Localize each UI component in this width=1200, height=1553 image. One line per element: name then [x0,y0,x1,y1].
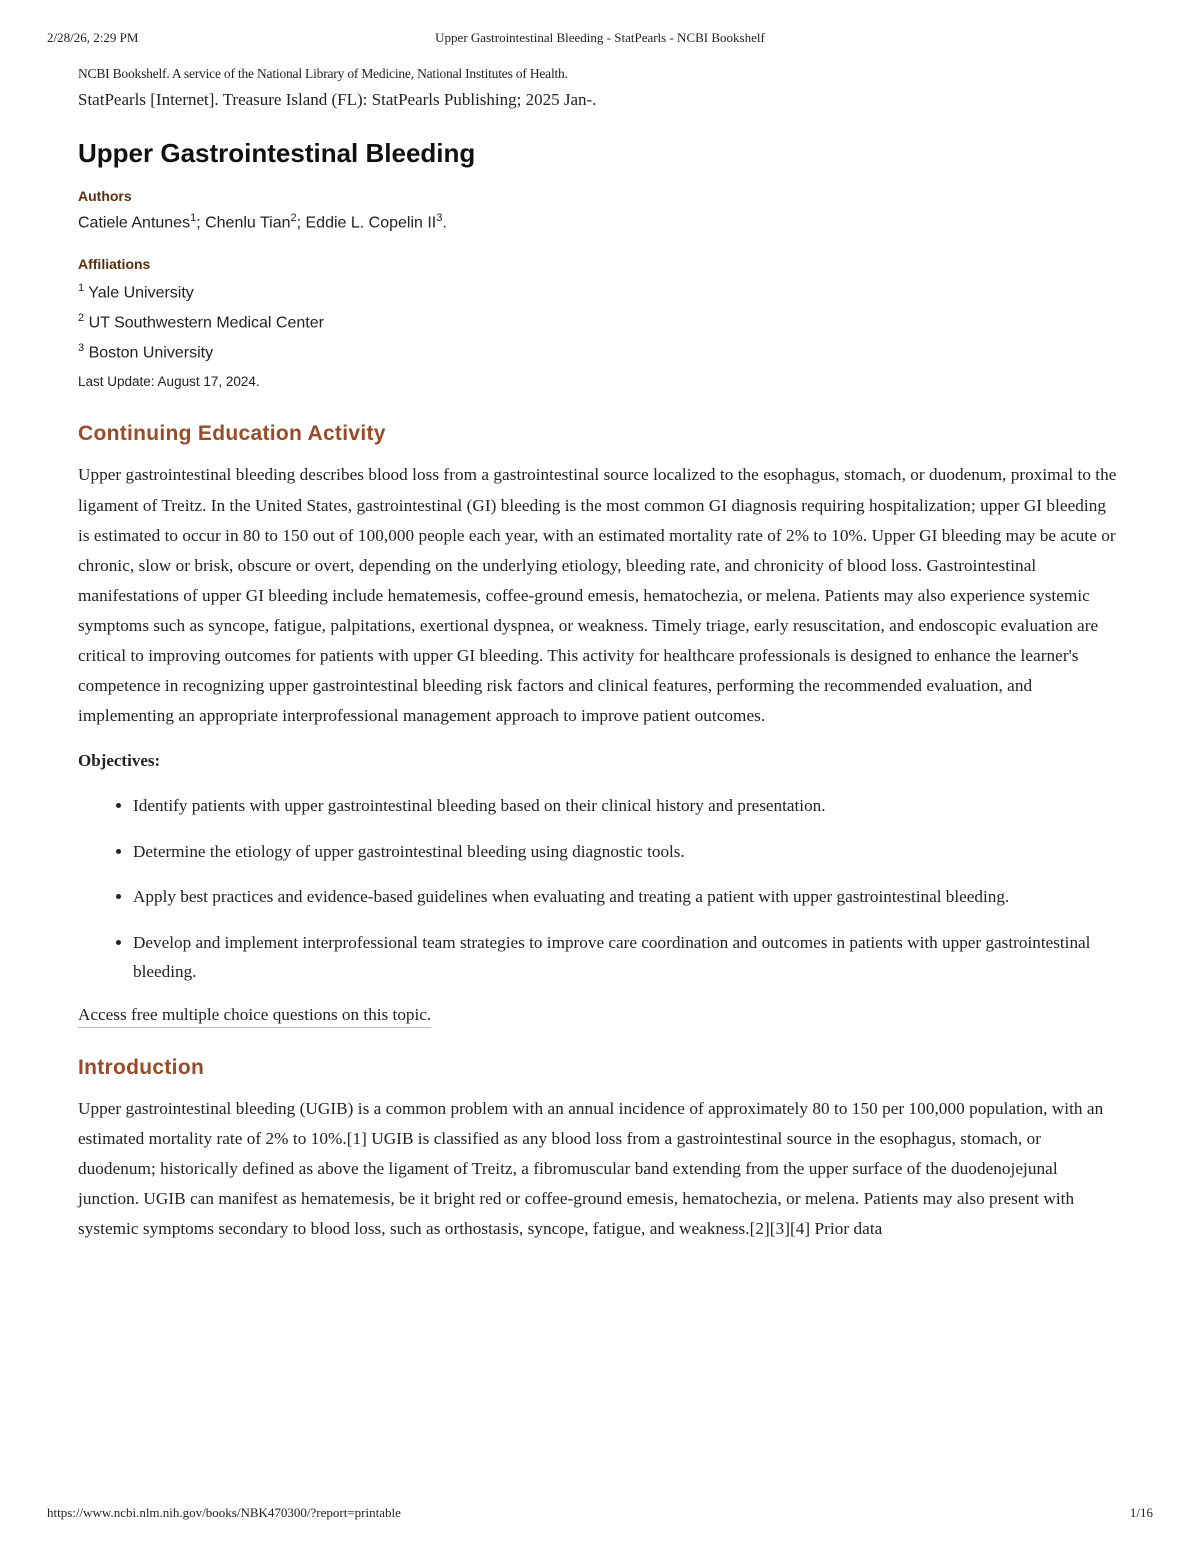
authors-label: Authors [78,188,132,204]
affiliation-number: 3 [78,341,85,354]
print-date: 2/28/26, 2:29 PM [47,30,139,45]
author-separator: . [442,214,447,232]
affiliation-number: 2 [78,311,85,324]
article-content [78,66,1118,1244]
affiliation-item [78,336,1118,366]
print-footer [47,1505,1153,1525]
objective-item: • Determine the etiology of upper gastrointestinal bleeding using diagnostic tools. [133,837,1118,867]
page-title: Upper Gastrointestinal Bleeding [78,138,476,168]
section-heading-introduction: Introduction [78,1055,205,1079]
affiliation-name: Yale University [88,284,194,302]
affiliation-number: 1 [78,282,85,294]
section-heading-ce-activity: Continuing Education Activity [78,422,386,446]
objective-item: • Develop and implement interprofessional team strategies to improve care coordination and outcomes in patients with upper gastrointestinal bleeding. [133,928,1118,987]
affiliation-name: UT Southwestern Medical Center [88,314,324,332]
print-url: https://www.ncbi.nlm.nih.gov/books/NBK470300/?report=printable [47,1505,401,1520]
affiliations-label: Affiliations [78,256,151,272]
affiliation-list [78,276,1118,365]
affiliation-item [78,306,1118,336]
objectives-list [78,791,1118,987]
author-affil-number: 3 [436,212,443,224]
objective-item: • Apply best practices and evidence-based guidelines when evaluating and treating a patient with upper gastrointestinal bleeding. [133,882,1118,912]
last-update: Last Update: August 17, 2024. [78,374,260,390]
print-page-title: Upper Gastrointestinal Bleeding - StatPearls - NCBI Bookshelf [435,30,765,45]
mcq-link[interactable]: Access free multiple choice questions on this topic. [78,1005,431,1028]
author-affil-number: 2 [290,212,297,224]
ce-activity-paragraph: Upper gastrointestinal bleeding describes blood loss from a gastrointestinal source localized to the esophagus, stomach, or duodenum, proximal to the ligament of Treitz. In the United States, gastrointestinal (GI) bleeding is the most common GI diagnosis requiring hospitalization; upper GI bleeding is estimated to occur in 80 to 150 out of 100,000 people each year, with an estimated mortality rate of 2% to 10%. Upper GI bleeding may be acute or chronic, slow or brisk, obscure or overt, depending on the underlying etiology, bleeding rate, and chronicity of blood loss. Gastrointestinal manifestations of upper GI bleeding include hematemesis, coffee-ground emesis, hematochezia, or melena. Patients may also experience systemic symptoms such as syncope, fatigue, palpitations, exertional dyspnea, or weakness. Timely triage, early resuscitation, and endoscopic evaluation are critical to improving outcomes for patients with upper GI bleeding. This activity for healthcare professionals is designed to enhance the learner's competence in recognizing upper gastrointestinal bleeding risk factors and clinical features, performing the recommended evaluation, and implementing an appropriate interprofessional management approach to improve patient outcomes. [78,465,1117,726]
objectives-label: Objectives: [78,751,161,771]
affiliation-item [78,276,1118,306]
author-list [78,212,1118,256]
print-header [47,30,1153,50]
author-name[interactable]: Eddie L. Copelin II [305,214,437,232]
author-name[interactable]: Chenlu Tian [205,214,291,232]
affiliation-name: Boston University [88,343,214,361]
page-number: 1/16 [1129,1505,1153,1520]
author-separator: ; [196,214,206,232]
citation: StatPearls [Internet]. Treasure Island (FL): StatPearls Publishing; 2025 Jan-. [78,90,597,109]
author-separator: ; [296,214,306,232]
author-name[interactable]: Catiele Antunes [78,214,191,232]
ncbi-notice: NCBI Bookshelf. A service of the National Library of Medicine, National Institutes of Health. [78,66,568,81]
objective-item: • Identify patients with upper gastrointestinal bleeding based on their clinical history and presentation. [133,791,1118,821]
author-affil-number: 1 [190,212,197,224]
introduction-paragraph: Upper gastrointestinal bleeding (UGIB) is a common problem with an annual incidence of approximately 80 to 150 per 100,000 population, with an estimated mortality rate of 2% to 10%.[1] UGIB is classified as any blood loss from a gastrointestinal source in the esophagus, stomach, or duodenum; historically defined as above the ligament of Treitz, a fibromuscular band extending from the upper surface of the duodenojejunal junction. UGIB can manifest as hematemesis, be it bright red or coffee-ground emesis, hematochezia, or melena. Patients may also present with systemic symptoms secondary to blood loss, such as orthostasis, syncope, fatigue, and weakness.[2][3][4] Prior data [78,1098,1104,1239]
